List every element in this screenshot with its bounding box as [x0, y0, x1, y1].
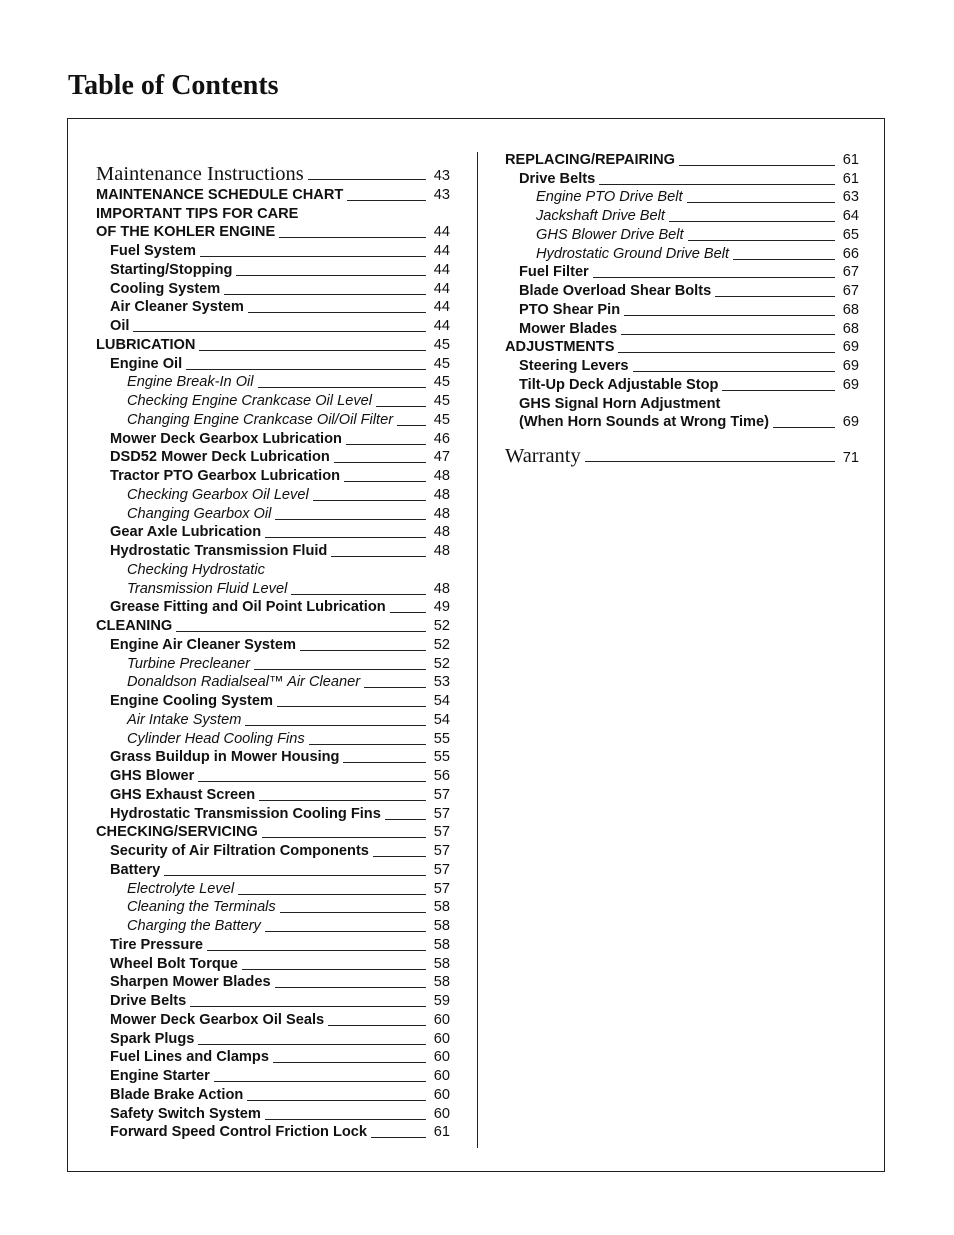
toc-page-number: 69: [842, 358, 859, 374]
toc-entry: [96, 185, 450, 204]
toc-page-number: 52: [433, 636, 450, 653]
toc-entry-title: Engine Oil: [110, 355, 183, 372]
toc-leader-line: [687, 202, 835, 203]
toc-leader-line: [254, 669, 426, 670]
toc-leader-line: [300, 650, 426, 651]
toc-leader-line: [679, 165, 835, 166]
toc-page-number: 48: [433, 468, 450, 484]
toc-leader-line: [176, 631, 426, 632]
toc-entry-title: Engine PTO Drive Belt: [536, 189, 683, 206]
toc-entry-title: Grass Buildup in Mower Housing: [110, 749, 340, 766]
toc-leader-line: [248, 312, 426, 313]
toc-entry-title: Security of Air Filtration Components: [110, 843, 369, 859]
toc-page-number: 59: [433, 993, 450, 1009]
toc-entry-title: Engine Starter: [110, 1068, 210, 1084]
toc-entry-title: Checking Engine Crankcase Oil Level: [127, 393, 372, 409]
toc-entry-title: Cylinder Head Cooling Fins: [127, 730, 305, 747]
toc-page-number: 54: [433, 711, 450, 728]
toc-leader-line: [245, 725, 426, 726]
toc-entry: [96, 823, 450, 842]
toc-leader-line: [593, 277, 835, 278]
toc-page-number: 57: [433, 843, 450, 859]
toc-page-number: 68: [842, 320, 859, 337]
page-title: Table of Contents: [68, 70, 279, 101]
toc-leader-line: [236, 275, 426, 276]
toc-page-number: 44: [433, 261, 450, 278]
toc-entry: [505, 356, 859, 375]
toc-entry-title: Tractor PTO Gearbox Lubrication: [110, 468, 341, 484]
toc-entry-title: Oil: [110, 318, 130, 334]
toc-entry-title: Spark Plugs: [110, 1030, 195, 1047]
toc-entry-title: CLEANING: [96, 618, 173, 634]
toc-leader-line: [599, 184, 835, 185]
toc-leader-line: [164, 875, 426, 876]
toc-entry: [505, 169, 859, 188]
toc-leader-line: [343, 762, 426, 763]
toc-entry-title: Engine Break-In Oil: [127, 374, 254, 391]
toc-page-number: 63: [842, 189, 859, 206]
toc-page-number: 61: [842, 151, 859, 168]
toc-leader-line: [207, 950, 426, 951]
toc-leader-line: [633, 371, 835, 372]
toc-entry: [96, 260, 450, 279]
toc-leader-line: [308, 179, 426, 180]
toc-leader-line: [331, 556, 426, 557]
toc-leader-line: [262, 837, 426, 838]
toc-leader-line: [585, 461, 835, 462]
toc-entry: [96, 541, 450, 560]
toc-leader-line: [688, 240, 835, 241]
toc-page-number: 57: [433, 861, 450, 878]
toc-entry: [505, 225, 859, 244]
toc-leader-line: [624, 315, 835, 316]
toc-entry: [96, 1029, 450, 1048]
toc-entry-title: Drive Belts: [519, 170, 596, 187]
toc-entry-title: (When Horn Sounds at Wrong Time): [519, 414, 769, 431]
toc-entry: [96, 579, 450, 598]
toc-entry: [96, 504, 450, 523]
toc-page-number: 44: [433, 299, 450, 316]
toc-page-number: 69: [842, 376, 859, 393]
toc-entry: [96, 860, 450, 879]
toc-page-number: 44: [433, 318, 450, 334]
toc-page-number: 58: [433, 936, 450, 953]
toc-entry-title: Mower Blades: [519, 320, 618, 337]
toc-entry: [505, 263, 859, 282]
toc-leader-line: [186, 369, 426, 370]
toc-leader-line: [258, 387, 426, 388]
toc-entry-title: OF THE KOHLER ENGINE: [96, 224, 276, 241]
toc-leader-line: [275, 519, 426, 520]
toc-leader-line: [373, 856, 426, 857]
toc-page-number: 58: [433, 918, 450, 934]
toc-entry-title: Cooling System: [110, 280, 221, 297]
toc-leader-line: [773, 427, 835, 428]
toc-page-number: 58: [433, 955, 450, 972]
toc-entry: [96, 373, 450, 392]
toc-page-number: 64: [842, 208, 859, 224]
toc-entry: [96, 635, 450, 654]
toc-leader-line: [224, 294, 426, 295]
toc-leader-line: [200, 256, 426, 257]
toc-entry-title: Checking Hydrostatic: [127, 561, 265, 578]
toc-leader-line: [385, 819, 426, 820]
toc-entry-title: Changing Engine Crankcase Oil/Oil Filter: [127, 411, 394, 428]
toc-entry: [505, 338, 859, 357]
toc-entry: [505, 434, 859, 467]
toc-leader-line: [242, 969, 426, 970]
toc-entry: [505, 300, 859, 319]
toc-leader-line: [621, 334, 835, 335]
toc-entry-title: Blade Brake Action: [110, 1086, 244, 1103]
toc-entry-title: Engine Cooling System: [110, 693, 273, 709]
toc-page-number: 57: [433, 880, 450, 897]
toc-page-number: 45: [433, 374, 450, 391]
toc-page-number: 60: [433, 1068, 450, 1084]
toc-page-number: 57: [433, 786, 450, 803]
toc-leader-line: [669, 221, 835, 222]
toc-page-number: 69: [842, 339, 859, 356]
toc-page-number: 68: [842, 301, 859, 318]
toc-entry: [96, 204, 450, 223]
toc-entry: [505, 188, 859, 207]
toc-entry-title: Fuel Filter: [519, 264, 589, 281]
toc-page-number: 52: [433, 618, 450, 634]
toc-page-number: 60: [433, 1011, 450, 1028]
toc-entry: [505, 150, 859, 169]
toc-page-number: 43: [433, 168, 450, 184]
toc-page-number: 54: [433, 693, 450, 709]
toc-entry: [505, 319, 859, 338]
toc-leader-line: [277, 706, 426, 707]
toc-entry: [505, 413, 859, 432]
toc-page-number: 56: [433, 768, 450, 784]
toc-page-number: 49: [433, 599, 450, 616]
toc-entry-title: Jackshaft Drive Belt: [536, 208, 665, 224]
toc-leader-line: [265, 931, 426, 932]
toc-entry: [96, 1066, 450, 1085]
toc-entry-title: Air Intake System: [127, 711, 242, 728]
toc-entry: [505, 206, 859, 225]
toc-entry-title: Drive Belts: [110, 993, 187, 1009]
toc-entry: [96, 879, 450, 898]
toc-entry-title: Cleaning the Terminals: [127, 899, 276, 916]
toc-entry: [96, 523, 450, 542]
toc-leader-line: [364, 687, 426, 688]
toc-entry: [96, 598, 450, 617]
toc-leader-line: [328, 1025, 426, 1026]
toc-entry: [96, 954, 450, 973]
toc-page-number: 45: [433, 411, 450, 428]
toc-entry-title: Mower Deck Gearbox Oil Seals: [110, 1011, 325, 1028]
toc-leader-line: [265, 537, 426, 538]
toc-entry: [96, 410, 450, 429]
toc-entry-title: REPLACING/REPAIRING: [505, 151, 676, 168]
toc-entry-title: Checking Gearbox Oil Level: [127, 486, 309, 503]
toc-left-column: [96, 150, 450, 1141]
toc-leader-line: [722, 390, 835, 391]
toc-entry: [96, 654, 450, 673]
toc-entry: [505, 244, 859, 263]
toc-entry-title: DSD52 Mower Deck Lubrication: [110, 449, 330, 466]
toc-page-number: 67: [842, 264, 859, 281]
toc-entry-title: Electrolyte Level: [127, 880, 235, 897]
toc-page-number: 47: [433, 449, 450, 466]
toc-entry-title: Safety Switch System: [110, 1105, 261, 1122]
toc-page-number: 48: [433, 543, 450, 559]
toc-leader-line: [133, 331, 426, 332]
toc-entry: [505, 375, 859, 394]
toc-entry-title: GHS Exhaust Screen: [110, 786, 256, 803]
toc-entry: [96, 1085, 450, 1104]
toc-leader-line: [715, 296, 835, 297]
toc-entry-title: Fuel Lines and Clamps: [110, 1049, 269, 1066]
toc-entry-title: Wheel Bolt Torque: [110, 955, 238, 972]
toc-entry: [96, 391, 450, 410]
toc-entry: [96, 429, 450, 448]
toc-entry: [96, 335, 450, 354]
toc-page-number: 66: [842, 245, 859, 262]
toc-page-number: 58: [433, 899, 450, 916]
toc-entry-title: Changing Gearbox Oil: [127, 505, 272, 522]
toc-entry: [96, 223, 450, 242]
toc-page-number: 48: [433, 580, 450, 597]
toc-page-number: 48: [433, 524, 450, 541]
toc-entry-title: PTO Shear Pin: [519, 301, 621, 318]
toc-page-number: 60: [433, 1105, 450, 1122]
toc-leader-line: [397, 425, 426, 426]
toc-page-number: 55: [433, 730, 450, 747]
toc-page-number: 48: [433, 486, 450, 503]
toc-entry-title: Fuel System: [110, 243, 196, 259]
toc-leader-line: [238, 894, 426, 895]
toc-page-number: 45: [433, 393, 450, 409]
toc-page-number: 53: [433, 674, 450, 691]
toc-page-number: 60: [433, 1049, 450, 1066]
toc-entry-title: Charging the Battery: [127, 918, 261, 934]
toc-entry: [96, 354, 450, 373]
toc-page-number: 44: [433, 243, 450, 259]
toc-entry-title: Battery: [110, 861, 161, 878]
toc-entry: [96, 241, 450, 260]
column-divider: [477, 152, 478, 1148]
toc-page-number: 60: [433, 1086, 450, 1103]
toc-leader-line: [190, 1006, 426, 1007]
toc-page-number: 45: [433, 355, 450, 372]
toc-entry: [96, 560, 450, 579]
toc-page-number: 57: [433, 824, 450, 841]
toc-entry: [96, 785, 450, 804]
toc-leader-line: [344, 481, 426, 482]
toc-entry: [505, 394, 859, 413]
toc-entry-title: Grease Fitting and Oil Point Lubrication: [110, 599, 386, 616]
toc-leader-line: [273, 1062, 426, 1063]
toc-entry-title: Forward Speed Control Friction Lock: [110, 1124, 368, 1141]
toc-entry: [96, 935, 450, 954]
toc-entry: [96, 485, 450, 504]
toc-leader-line: [291, 594, 426, 595]
toc-entry: [96, 748, 450, 767]
toc-entry-title: Sharpen Mower Blades: [110, 974, 271, 991]
toc-entry: [96, 279, 450, 298]
toc-entry-title: GHS Signal Horn Adjustment: [519, 395, 721, 412]
toc-entry: [505, 281, 859, 300]
toc-leader-line: [265, 1119, 426, 1120]
toc-page-number: 45: [433, 336, 450, 353]
toc-entry: [96, 1123, 450, 1142]
toc-leader-line: [247, 1100, 426, 1101]
toc-entry-title: Air Cleaner System: [110, 299, 244, 316]
toc-leader-line: [733, 259, 835, 260]
toc-entry-title: GHS Blower Drive Belt: [536, 226, 684, 243]
toc-entry: [96, 316, 450, 335]
toc-entry: [96, 841, 450, 860]
toc-page-number: 46: [433, 430, 450, 447]
toc-entry-title: GHS Blower: [110, 768, 195, 784]
toc-leader-line: [198, 781, 426, 782]
toc-entry: [96, 766, 450, 785]
toc-page-number: 58: [433, 974, 450, 991]
toc-entry: [96, 673, 450, 692]
toc-entry: [96, 973, 450, 992]
toc-entry-title: Transmission Fluid Level: [127, 580, 288, 597]
toc-leader-line: [198, 1044, 426, 1045]
toc-entry: [96, 991, 450, 1010]
toc-entry: [96, 898, 450, 917]
toc-page-number: 61: [842, 170, 859, 187]
toc-entry-title: Tilt-Up Deck Adjustable Stop: [519, 376, 719, 393]
toc-leader-line: [347, 200, 426, 201]
toc-entry-title: Hydrostatic Transmission Fluid: [110, 543, 328, 559]
toc-entry: [96, 448, 450, 467]
toc-entry-title: Gear Axle Lubrication: [110, 524, 262, 541]
toc-entry-title: Donaldson Radialseal™ Air Cleaner: [127, 674, 361, 691]
toc-entry: [96, 1048, 450, 1067]
toc-right-column: [505, 150, 859, 467]
toc-page-number: 44: [433, 280, 450, 297]
toc-leader-line: [371, 1137, 426, 1138]
toc-entry: [96, 1010, 450, 1029]
toc-leader-line: [309, 744, 426, 745]
toc-entry: [96, 298, 450, 317]
toc-entry-title: Hydrostatic Transmission Cooling Fins: [110, 805, 381, 822]
toc-entry: [96, 804, 450, 823]
toc-page-number: 52: [433, 655, 450, 672]
toc-leader-line: [313, 500, 426, 501]
toc-page-number: 69: [842, 414, 859, 431]
toc-entry-title: Engine Air Cleaner System: [110, 636, 296, 653]
toc-page-number: 67: [842, 283, 859, 299]
toc-entry-title: IMPORTANT TIPS FOR CARE: [96, 205, 299, 222]
toc-entry-title: Mower Deck Gearbox Lubrication: [110, 430, 342, 447]
toc-page-number: 60: [433, 1030, 450, 1047]
toc-entry-title: CHECKING/SERVICING: [96, 824, 258, 841]
toc-entry-title: Maintenance Instructions: [96, 163, 304, 185]
toc-entry-title: Hydrostatic Ground Drive Belt: [536, 245, 730, 262]
toc-entry-title: ADJUSTMENTS: [505, 339, 615, 356]
toc-entry: [96, 710, 450, 729]
toc-entry-title: Blade Overload Shear Bolts: [519, 283, 712, 299]
toc-leader-line: [334, 462, 426, 463]
toc-entry: [96, 466, 450, 485]
toc-entry-title: LUBRICATION: [96, 336, 196, 353]
toc-entry-title: Starting/Stopping: [110, 261, 233, 278]
toc-page-number: 48: [433, 505, 450, 522]
toc-leader-line: [280, 912, 426, 913]
toc-page-number: 65: [842, 226, 859, 243]
toc-entry-title: Steering Levers: [519, 358, 629, 374]
toc-entry: [96, 691, 450, 710]
toc-entry-title: Warranty: [505, 445, 581, 468]
toc-leader-line: [259, 800, 426, 801]
toc-leader-line: [279, 237, 426, 238]
toc-page-number: 61: [433, 1124, 450, 1141]
toc-page-number: 43: [433, 186, 450, 203]
toc-entry: [96, 729, 450, 748]
toc-leader-line: [214, 1081, 426, 1082]
toc-page-number: 57: [433, 805, 450, 822]
toc-leader-line: [618, 352, 835, 353]
toc-page-number: 71: [842, 450, 859, 467]
toc-page-number: 55: [433, 749, 450, 766]
toc-entry: [96, 150, 450, 185]
toc-leader-line: [376, 406, 426, 407]
toc-leader-line: [346, 444, 426, 445]
toc-entry: [96, 1104, 450, 1123]
toc-entry: [96, 916, 450, 935]
toc-leader-line: [390, 612, 426, 613]
toc-entry: [96, 616, 450, 635]
toc-entry-title: Turbine Precleaner: [127, 655, 251, 672]
toc-leader-line: [199, 350, 426, 351]
toc-entry-title: Tire Pressure: [110, 936, 204, 953]
toc-page-number: 44: [433, 224, 450, 241]
toc-leader-line: [275, 987, 426, 988]
toc-entry-title: MAINTENANCE SCHEDULE CHART: [96, 186, 344, 203]
